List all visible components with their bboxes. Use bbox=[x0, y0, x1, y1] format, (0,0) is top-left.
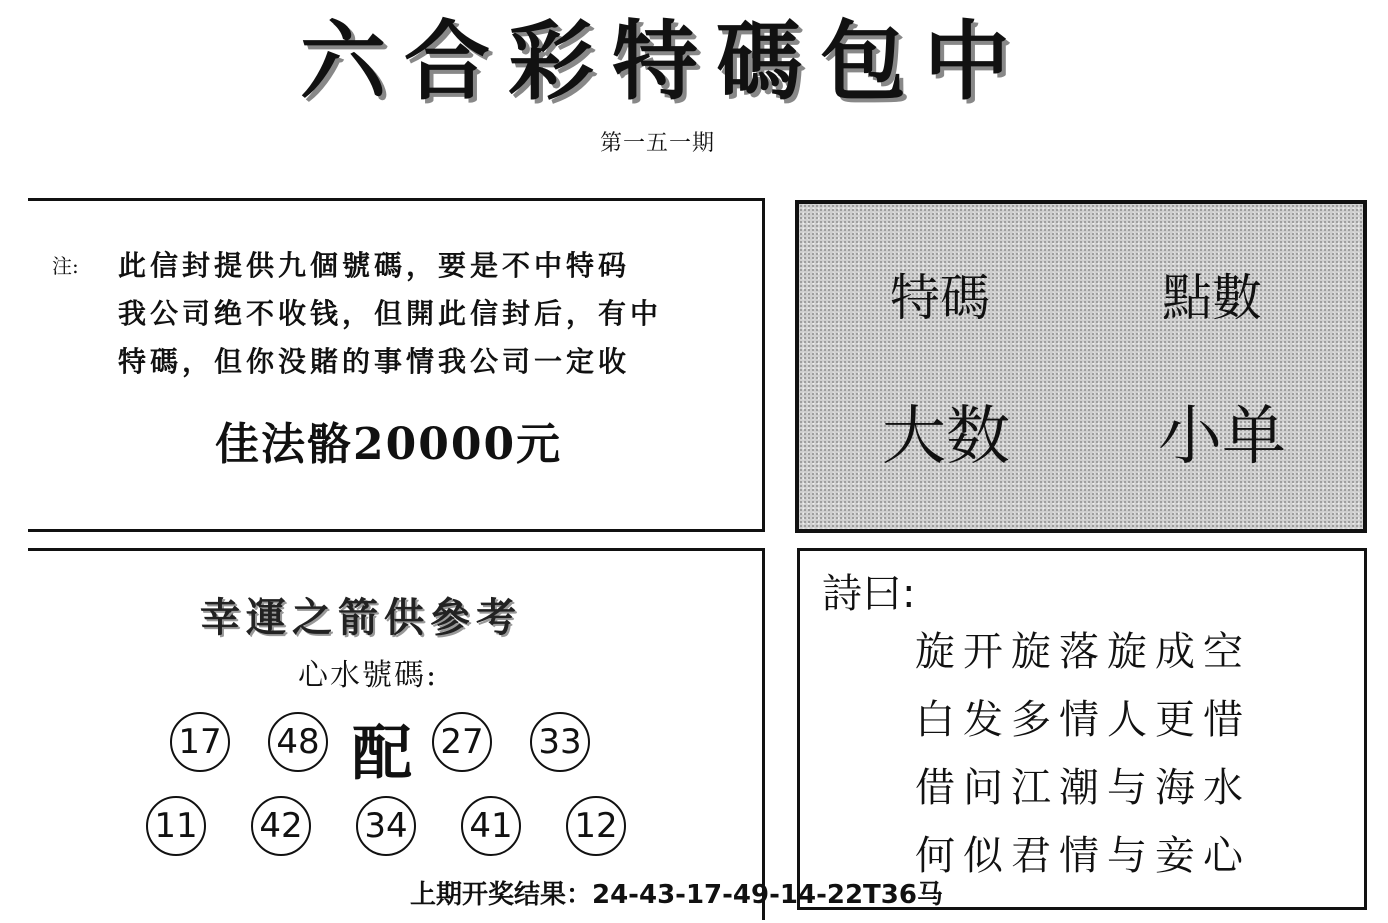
note-line-2: 我公司绝不收钱，但開此信封后，有中 bbox=[118, 297, 663, 330]
number-ball: 17 bbox=[170, 712, 230, 772]
poem-title: 詩曰: bbox=[822, 571, 916, 617]
stats-box bbox=[795, 200, 1367, 533]
note-line-3: 特碼，但你没賭的事情我公司一定收 bbox=[118, 345, 631, 378]
note-line-1: 此信封提供九個號碼，要是不中特码 bbox=[118, 249, 631, 282]
note-label: 注: bbox=[52, 254, 79, 278]
number-ball: 27 bbox=[432, 712, 492, 772]
prize-text: 佳法骼20000元 bbox=[215, 419, 563, 470]
page-title: 六合彩特碼包中 bbox=[300, 11, 1028, 112]
poem-line-3: 借问江潮与海水 bbox=[915, 765, 1251, 811]
issue-number: 第一五一期 bbox=[600, 131, 716, 156]
lucky-title: 幸運之箭供參考 bbox=[200, 594, 522, 641]
stat-header-special: 特碼 bbox=[890, 269, 990, 327]
stat-value-big: 大数 bbox=[882, 400, 1010, 474]
poem-line-1: 旋开旋落旋成空 bbox=[915, 629, 1251, 675]
number-ball: 34 bbox=[356, 796, 416, 856]
pei-character: 配 bbox=[352, 719, 412, 789]
number-ball: 11 bbox=[146, 796, 206, 856]
lucky-subtitle: 心水號碼: bbox=[298, 658, 439, 693]
previous-result: 上期开奖结果：24-43-17-49-14-22T36马 bbox=[410, 880, 943, 910]
number-ball: 12 bbox=[566, 796, 626, 856]
number-ball: 42 bbox=[251, 796, 311, 856]
poem-line-4: 何似君情与妾心 bbox=[915, 833, 1251, 879]
number-ball: 33 bbox=[530, 712, 590, 772]
number-ball: 48 bbox=[268, 712, 328, 772]
stat-header-points: 點數 bbox=[1162, 269, 1262, 327]
stat-value-small-odd: 小单 bbox=[1158, 400, 1286, 474]
number-ball: 41 bbox=[461, 796, 521, 856]
poem-line-2: 白发多情人更惜 bbox=[915, 697, 1251, 743]
